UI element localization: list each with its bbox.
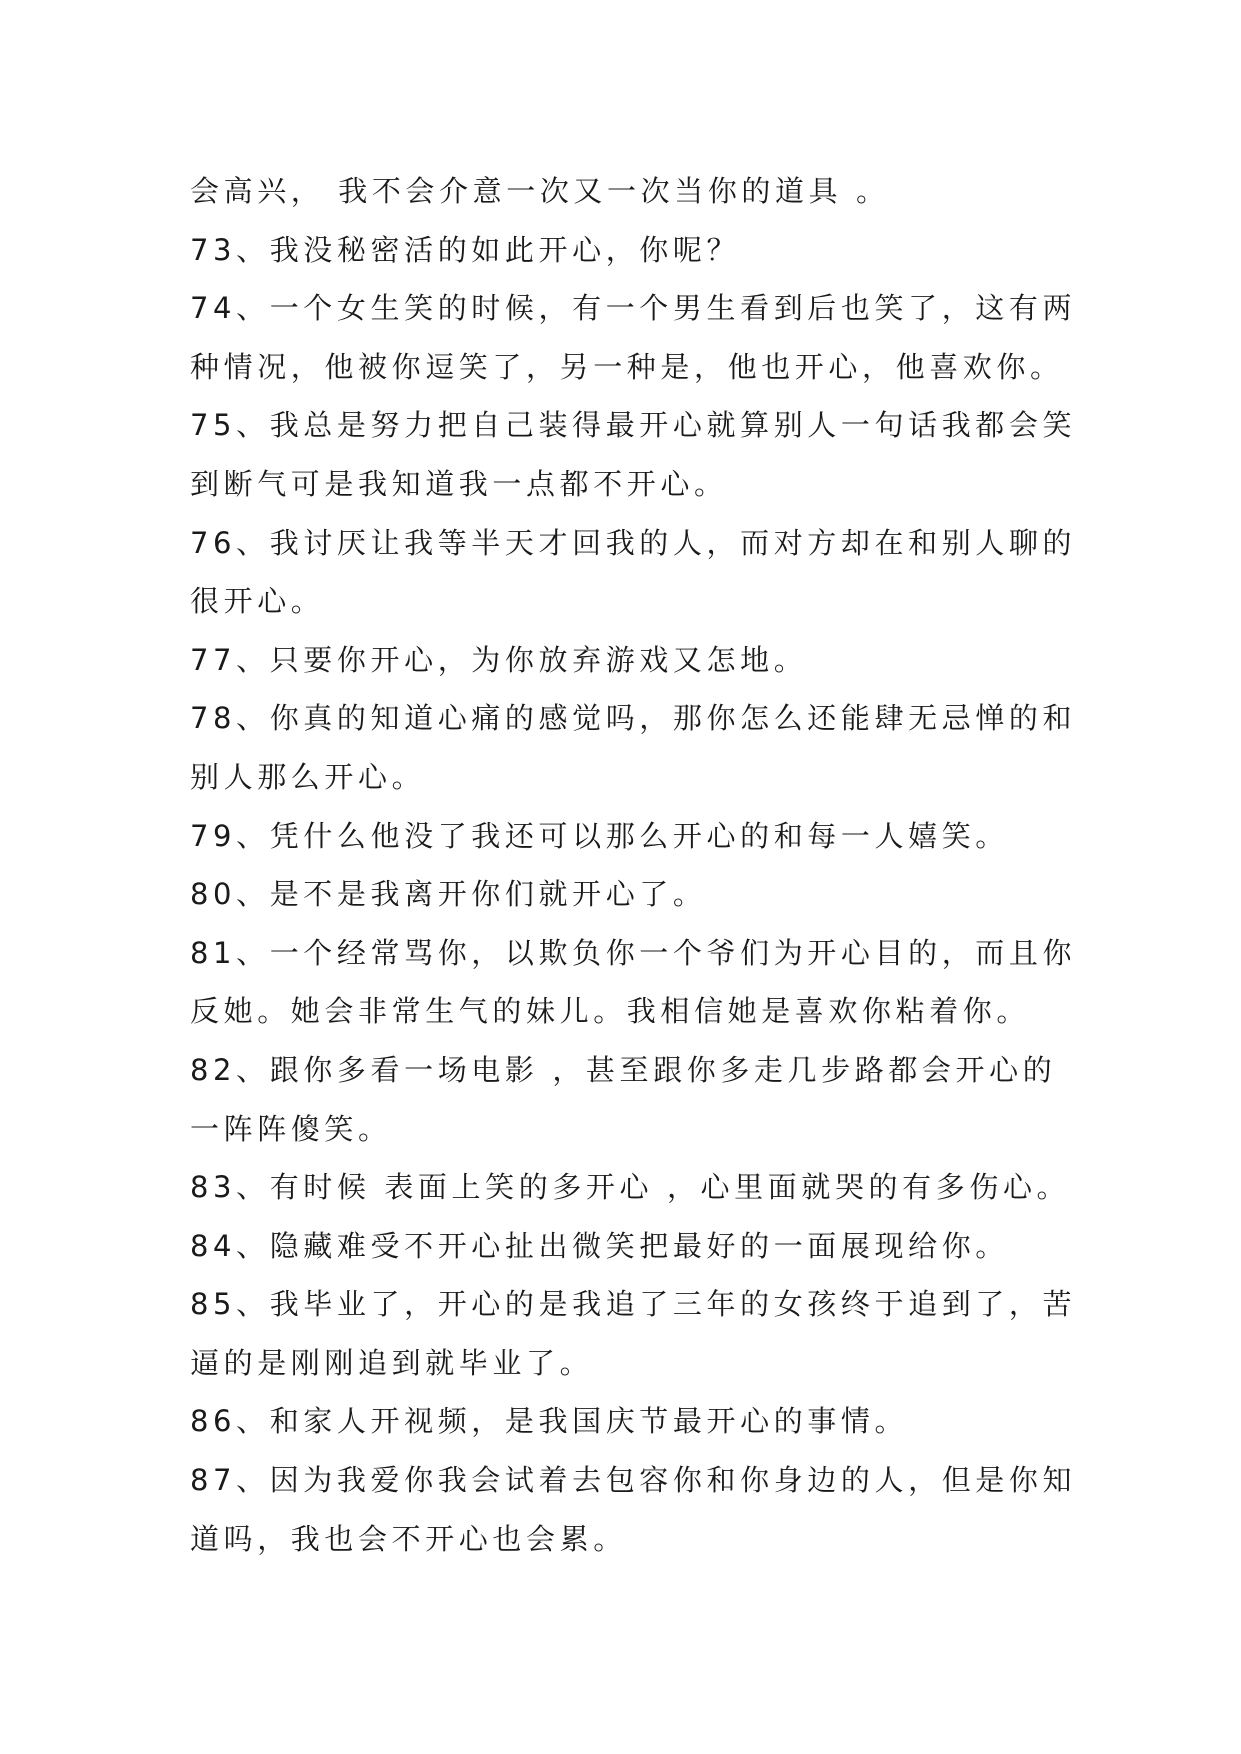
text-line: 很开心。 bbox=[190, 584, 325, 619]
text-line: 74、一个女生笑的时候，有一个男生看到后也笑了，这有两 bbox=[190, 291, 1077, 326]
text-line: 种情况，他被你逗笑了，另一种是，他也开心，他喜欢你。 bbox=[190, 349, 1064, 384]
text-line: 73、我没秘密活的如此开心，你呢？ bbox=[190, 232, 741, 267]
document-body bbox=[190, 162, 1077, 1568]
text-line: 反她。她会非常生气的妹儿。我相信她是喜欢你粘着你。 bbox=[190, 994, 1031, 1029]
text-line: 80、是不是我离开你们就开心了。 bbox=[190, 877, 707, 912]
text-line: 82、跟你多看一场电影 ，甚至跟你多走几步路都会开心的 bbox=[190, 1052, 1057, 1087]
text-line: 76、我讨厌让我等半天才回我的人，而对方却在和别人聊的 bbox=[190, 525, 1077, 560]
text-line: 84、隐藏难受不开心扯出微笑把最好的一面展现给你。 bbox=[190, 1228, 1009, 1263]
text-line: 79、凭什么他没了我还可以那么开心的和每一人嬉笑。 bbox=[190, 818, 1009, 853]
text-line: 77、只要你开心，为你放弃游戏又怎地。 bbox=[190, 642, 808, 677]
text-line: 别人那么开心。 bbox=[190, 759, 426, 794]
text-line: 83、有时候 表面上笑的多开心 ，心里面就哭的有多伤心。 bbox=[190, 1170, 1071, 1205]
text-line: 81、一个经常骂你，以欺负你一个爷们为开心目的，而且你 bbox=[190, 935, 1077, 970]
text-line: 逼的是刚刚追到就毕业了。 bbox=[190, 1345, 594, 1380]
text-line: 会高兴， 我不会介意一次又一次当你的道具 。 bbox=[190, 174, 890, 208]
text-line: 78、你真的知道心痛的感觉吗，那你怎么还能肆无忌惮的和 bbox=[190, 701, 1077, 736]
text-line: 85、我毕业了，开心的是我追了三年的女孩终于追到了，苦 bbox=[190, 1287, 1077, 1322]
text-line: 道吗，我也会不开心也会累。 bbox=[190, 1521, 627, 1556]
text-line: 87、因为我爱你我会试着去包容你和你身边的人，但是你知 bbox=[190, 1463, 1077, 1498]
text-line: 75、我总是努力把自己装得最开心就算别人一句话我都会笑 bbox=[190, 408, 1077, 443]
text-line: 到断气可是我知道我一点都不开心。 bbox=[190, 466, 728, 501]
text-line: 一阵阵傻笑。 bbox=[190, 1111, 392, 1146]
text-line: 86、和家人开视频，是我国庆节最开心的事情。 bbox=[190, 1404, 909, 1439]
